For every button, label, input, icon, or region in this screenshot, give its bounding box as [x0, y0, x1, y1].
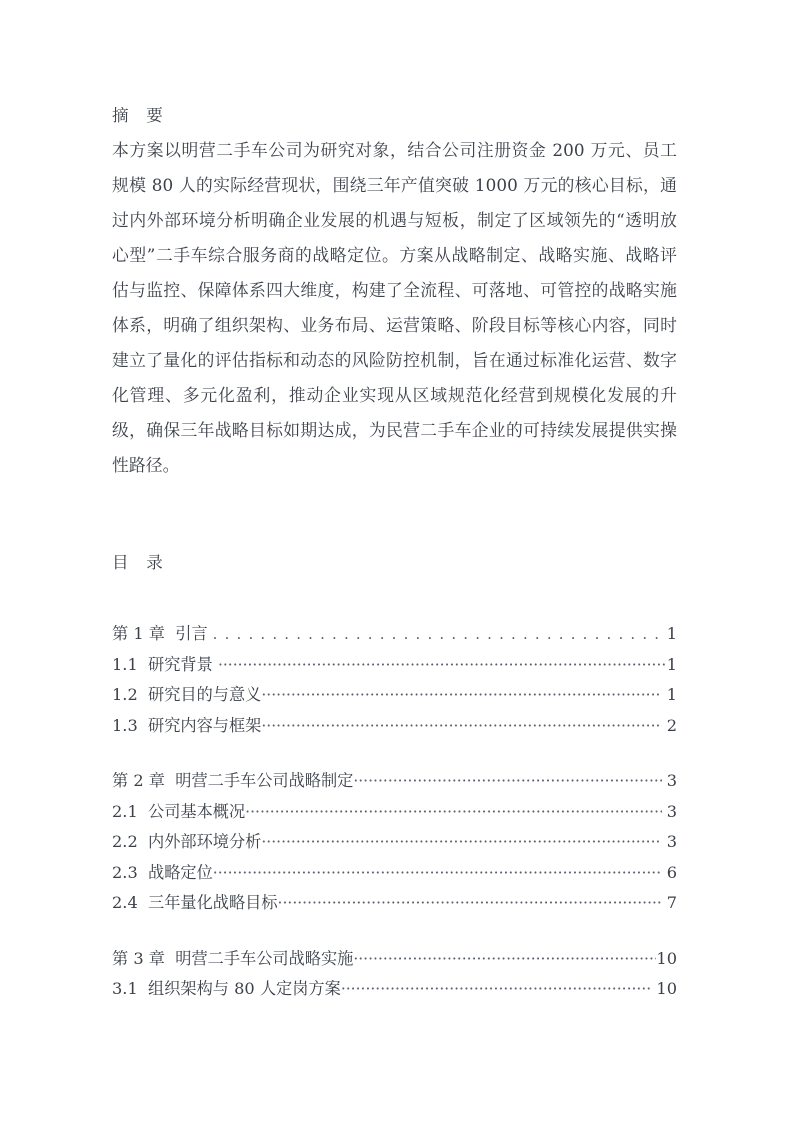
toc-entry[interactable] — [112, 974, 677, 1005]
toc-entry[interactable] — [112, 797, 677, 828]
toc-leader-dots — [341, 974, 651, 1005]
table-of-contents — [112, 545, 677, 1005]
toc-leader-dots — [213, 858, 662, 889]
abstract-section — [112, 98, 677, 483]
toc-entry-page-number: 10 — [651, 979, 677, 998]
toc-entry[interactable] — [112, 711, 677, 742]
toc-entry[interactable] — [112, 888, 677, 919]
toc-leader-dots — [278, 888, 662, 919]
toc-entry-page-number: 2 — [661, 715, 677, 735]
toc-entry-label: 2.1 公司基本概况 — [112, 801, 246, 821]
toc-entry-label: 第 1 章 引言 — [112, 624, 208, 643]
toc-entry[interactable] — [112, 858, 677, 889]
toc-leader-dots — [261, 827, 661, 858]
toc-entry-label: 3.1 组织架构与 80 人定岗方案 — [112, 979, 341, 998]
toc-leader-dots — [353, 766, 661, 797]
toc-entry-label: 1.2 研究目的与意义 — [112, 685, 262, 704]
toc-entry-label: 第 2 章 明营二手车公司战略制定 — [112, 771, 354, 790]
toc-entry-page-number: 10 — [656, 948, 677, 968]
toc-entry-page-number: 3 — [661, 832, 677, 851]
toc-entry-page-number: 3 — [661, 771, 677, 790]
toc-entry[interactable] — [112, 944, 677, 975]
toc-entry[interactable] — [112, 766, 677, 797]
toc-entry[interactable] — [112, 827, 677, 858]
toc-leader-dots — [245, 797, 661, 828]
toc-entry-page-number: 1 — [666, 654, 677, 674]
toc-entry-label: 1.3 研究内容与框架 — [112, 715, 262, 735]
toc-entry-page-number: 1 — [661, 685, 677, 704]
abstract-body-text: 本方案以明营二手车公司为研究对象，结合公司注册资金 200 万元、员工规模 80 人的实际经营现状，围绕三年产值突破 1000 万元的核心目标，通过内外部环境分析明确企业发展的机遇与短板，制定了区域领先的“透明放心型”二手车综合服务商的战略定位。方案从战略制定、战略实施、战略评估与监控、保障体系四大维度，构建了全流程、可落地、可管控的战略实施体系，明确了组织架构、业务布局、运营策略、阶段目标等核心内容，同时建立了量化的评估指标和动态的风险防控机制，旨在通过标准化运营、数字化管理、多元化盈利，推动企业实现从区域规范化经营到规模化发展的升级，确保三年战略目标如期达成，为民营二手车企业的可持续发展提供实操性路径。 — [112, 140, 677, 475]
toc-leader-dots — [353, 944, 656, 975]
toc-entry-label: 2.2 内外部环境分析 — [112, 832, 262, 851]
toc-entry-page-number: 7 — [661, 893, 677, 912]
toc-entry-page-number: 3 — [661, 801, 677, 821]
toc-leader-dots — [261, 711, 661, 742]
toc-entry[interactable] — [112, 650, 677, 681]
toc-leader-dots — [261, 680, 661, 711]
toc-entry-list — [112, 619, 677, 1005]
toc-entry-page-number: 6 — [661, 862, 677, 882]
toc-entry-label: 2.4 三年量化战略目标 — [112, 893, 278, 912]
toc-entry-label: 1.1 研究背景 — [112, 654, 218, 674]
toc-leader-dots — [213, 619, 667, 650]
toc-entry[interactable] — [112, 619, 677, 650]
toc-heading: 目 录 — [112, 553, 164, 572]
toc-leader-dots — [218, 650, 667, 681]
abstract-heading: 摘 要 — [112, 106, 164, 125]
toc-entry-page-number: 1 — [666, 624, 677, 643]
toc-entry-label: 2.3 战略定位 — [112, 862, 213, 882]
toc-entry[interactable] — [112, 680, 677, 711]
toc-entry-label: 第 3 章 明营二手车公司战略实施 — [112, 948, 354, 968]
